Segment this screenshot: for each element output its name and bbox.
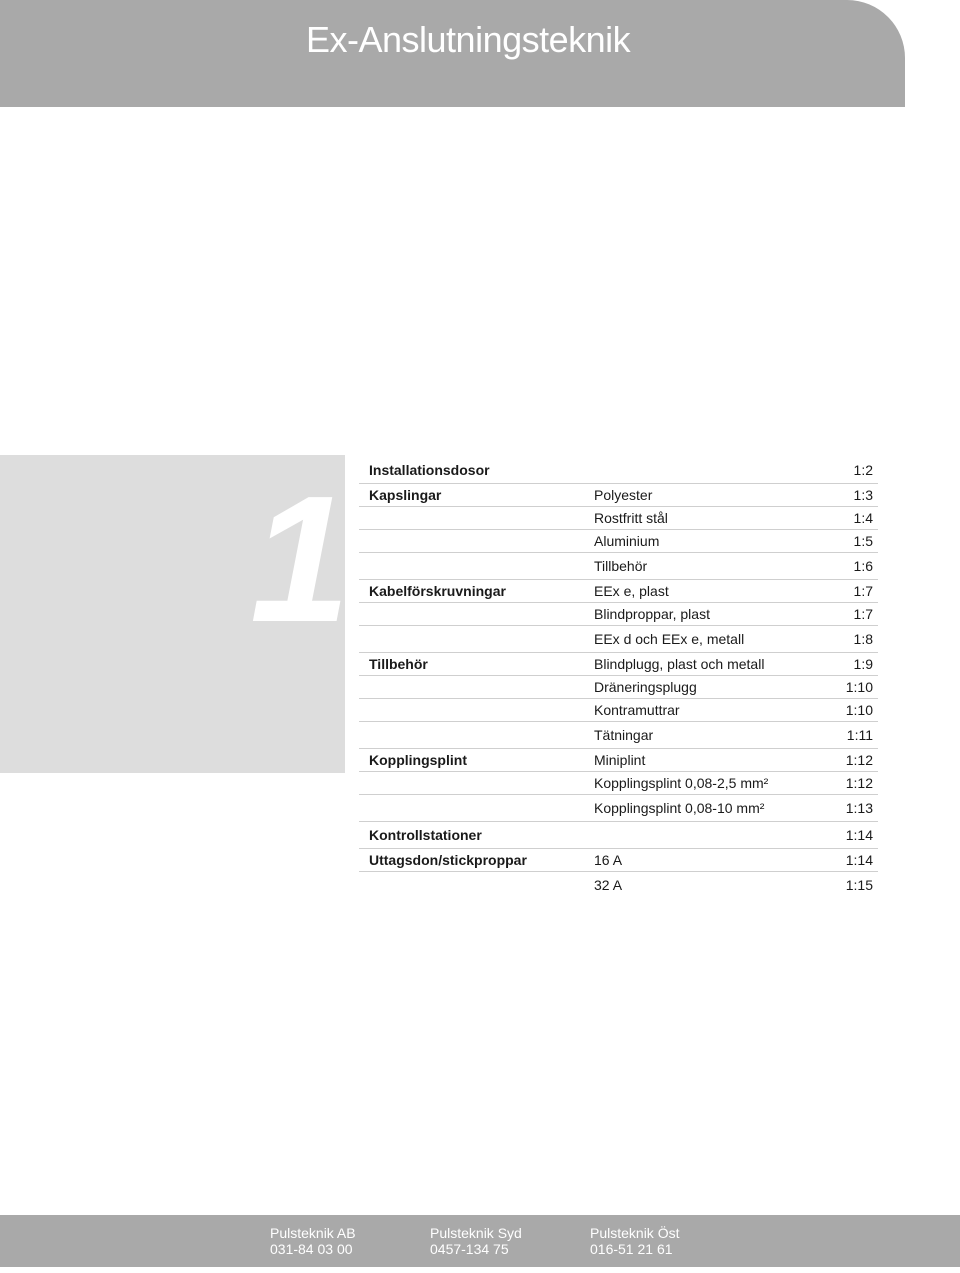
office-pulsteknik-syd xyxy=(430,1225,522,1257)
toc-subsection: 32 A xyxy=(594,877,623,893)
toc-subsection: Miniplint xyxy=(594,752,646,768)
office-pulsteknik-ab xyxy=(270,1225,356,1257)
toc-subsection: EEx d och EEx e, metall xyxy=(594,631,745,647)
toc-row xyxy=(359,457,878,484)
toc-subsection: Blindproppar, plast xyxy=(594,606,710,622)
footer-bar xyxy=(0,1215,960,1267)
toc-section: Tillbehör xyxy=(369,656,428,672)
toc-row xyxy=(359,484,878,507)
toc-section: Uttagsdon/stickproppar xyxy=(369,852,527,868)
toc-page-number: 1:14 xyxy=(845,827,873,843)
toc-row xyxy=(359,676,878,699)
toc-subsection: Polyester xyxy=(594,487,653,503)
toc-row xyxy=(359,653,878,676)
toc-page-number: 1:4 xyxy=(853,510,873,526)
toc-page-number: 1:6 xyxy=(853,558,873,574)
table-of-contents xyxy=(359,457,878,898)
toc-section: Kapslingar xyxy=(369,487,442,503)
toc-row xyxy=(359,553,878,580)
toc-subsection: Rostfritt stål xyxy=(594,510,668,526)
toc-page-number: 1:10 xyxy=(845,679,873,695)
toc-subsection: Aluminium xyxy=(594,533,660,549)
toc-subsection: 16 A xyxy=(594,852,623,868)
toc-row xyxy=(359,626,878,653)
page-title: Ex-Anslutningsteknik xyxy=(306,19,631,60)
toc-row xyxy=(359,822,878,849)
toc-row xyxy=(359,749,878,772)
toc-subsection: Kontramuttrar xyxy=(594,702,680,718)
toc-page-number: 1:8 xyxy=(853,631,873,647)
toc-subsection: EEx e, plast xyxy=(594,583,669,599)
office-name: Pulsteknik Syd xyxy=(430,1225,522,1241)
toc-row xyxy=(359,849,878,872)
toc-row xyxy=(359,872,878,898)
toc-page-number: 1:5 xyxy=(853,533,873,549)
toc-row xyxy=(359,699,878,722)
toc-page-number: 1:13 xyxy=(845,800,873,816)
office-phone: 031-84 03 00 xyxy=(270,1241,353,1257)
office-name: Pulsteknik Öst xyxy=(590,1225,680,1241)
toc-section: Kopplingsplint xyxy=(369,752,467,768)
toc-page-number: 1:2 xyxy=(853,462,873,478)
toc-page-number: 1:7 xyxy=(853,606,873,622)
toc-page-number: 1:12 xyxy=(845,775,873,791)
toc-page-number: 1:12 xyxy=(845,752,873,768)
toc-row xyxy=(359,580,878,603)
toc-row xyxy=(359,772,878,795)
toc-subsection: Tillbehör xyxy=(594,558,648,574)
chapter-number: 1 xyxy=(250,459,351,660)
toc-row xyxy=(359,507,878,530)
toc-section: Kabelförskruvningar xyxy=(369,583,506,599)
office-phone: 016-51 21 61 xyxy=(590,1241,673,1257)
toc-row xyxy=(359,530,878,553)
office-pulsteknik-ost xyxy=(590,1225,679,1257)
toc-section: Installationsdosor xyxy=(369,462,490,478)
office-phone: 0457-134 75 xyxy=(430,1241,509,1257)
toc-page-number: 1:14 xyxy=(845,852,873,868)
toc-subsection: Kopplingsplint 0,08-10 mm² xyxy=(594,800,765,816)
toc-page-number: 1:7 xyxy=(853,583,873,599)
toc-row xyxy=(359,722,878,749)
toc-page-number: 1:9 xyxy=(853,656,873,672)
toc-page-number: 1:11 xyxy=(846,727,873,743)
toc-subsection: Dräneringsplugg xyxy=(594,679,697,695)
toc-row xyxy=(359,795,878,822)
toc-subsection: Kopplingsplint 0,08-2,5 mm² xyxy=(594,775,769,791)
toc-page-number: 1:3 xyxy=(853,487,873,503)
toc-subsection: Tätningar xyxy=(594,727,654,743)
toc-section: Kontrollstationer xyxy=(369,827,482,843)
toc-page-number: 1:15 xyxy=(845,877,873,893)
office-name: Pulsteknik AB xyxy=(270,1225,356,1241)
toc-row xyxy=(359,603,878,626)
toc-subsection: Blindplugg, plast och metall xyxy=(594,656,765,672)
toc-page-number: 1:10 xyxy=(845,702,873,718)
